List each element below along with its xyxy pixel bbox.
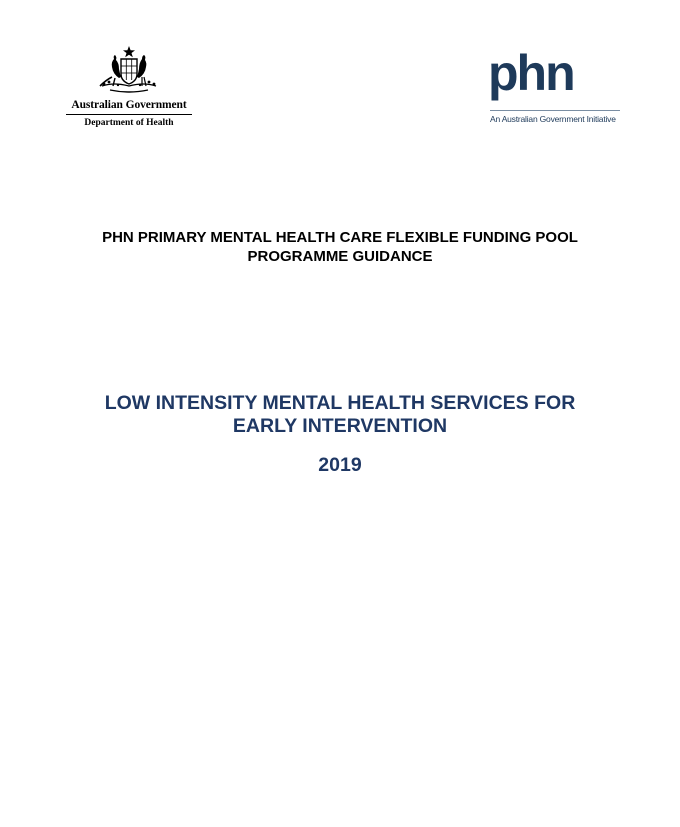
service-title (40, 392, 640, 438)
programme-title-line-1: PHN PRIMARY MENTAL HEALTH CARE FLEXIBLE FUNDING POOL (102, 229, 578, 246)
australian-government-logo (62, 44, 196, 129)
government-divider (66, 114, 192, 115)
programme-title (40, 228, 640, 266)
phn-logo: phn (488, 45, 574, 101)
service-title-line-1: LOW INTENSITY MENTAL HEALTH SERVICES FOR (104, 392, 576, 414)
coat-of-arms-icon (94, 44, 164, 96)
department-name: Department of Health (84, 118, 174, 128)
document-year: 2019 (318, 454, 362, 476)
programme-title-line-2: PROGRAMME GUIDANCE (247, 248, 433, 265)
service-title-line-2: EARLY INTERVENTION (232, 415, 448, 437)
phn-divider (490, 110, 620, 111)
phn-tagline: An Australian Government Initiative (490, 114, 616, 124)
phn-logo-block (488, 46, 620, 124)
government-name: Australian Government (71, 99, 187, 111)
